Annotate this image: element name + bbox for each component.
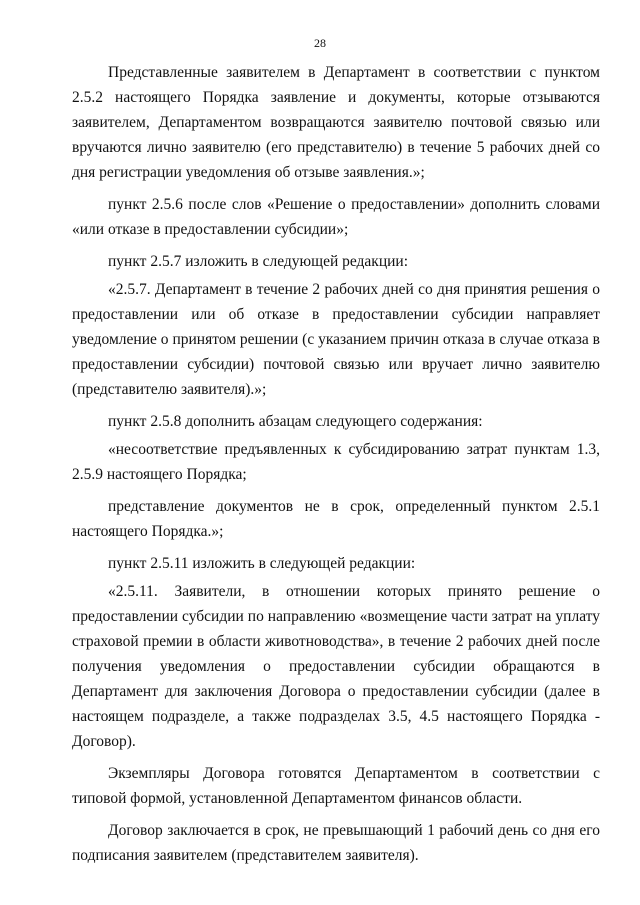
page-number: 28 xyxy=(314,36,326,50)
paragraph: Договор заключается в срок, не превышающий 1 рабочий день со дня его подписания заявителем (представителем заявителя). xyxy=(72,822,600,864)
paragraph: представление документов не в срок, определенный пунктом 2.5.1 настоящего Порядка.»; xyxy=(72,498,600,540)
paragraph: пункт 2.5.11 изложить в следующей редакции: xyxy=(108,555,416,572)
paragraph: «несоответствие предъявленных к субсидированию затрат пунктам 1.3, 2.5.9 настоящего Порядка; xyxy=(72,441,600,483)
paragraph: пункт 2.5.6 после слов «Решение о предоставлении» дополнить словами «или отказе в предоставлении субсидии»; xyxy=(72,196,600,238)
paragraph: пункт 2.5.7 изложить в следующей редакции: xyxy=(108,253,409,270)
paragraph: «2.5.7. Департамент в течение 2 рабочих дней со дня принятия решения о предоставлении или об отказе в предоставлении субсидии направляет уведомление о принятом решении (с указанием причин отказа в случае отказа в предоставлении субсидии) почтовой связью или вручает лично заявителю (представителю заявителя).»; xyxy=(72,281,600,398)
document-body xyxy=(72,60,600,875)
paragraph: «2.5.11. Заявители, в отношении которых принято решение о предоставлении субсидии по направлению «возмещение части затрат на уплату страховой премии в области животноводства», в течение 2 рабочих дней после получения уведомления о предоставлении субсидии обращаются в Департамент для заключения Договора о предоставлении субсидии (далее в настоящем подразделе, а также подразделах 3.5, 4.5 настоящего Порядка - Договор). xyxy=(72,583,600,750)
paragraph: Представленные заявителем в Департамент в соответствии с пунктом 2.5.2 настоящего Порядка заявление и документы, которые отзываются заявителем, Департаментом возвращаются заявителю почтовой связью или вручаются лично заявителю (его представителю) в течение 5 рабочих дней со дня регистрации уведомления об отзыве заявления.»; xyxy=(72,64,600,181)
paragraph: пункт 2.5.8 дополнить абзацам следующего содержания: xyxy=(108,413,483,430)
paragraph: Экземпляры Договора готовятся Департаментом в соответствии с типовой формой, установленной Департаментом финансов области. xyxy=(72,765,600,807)
